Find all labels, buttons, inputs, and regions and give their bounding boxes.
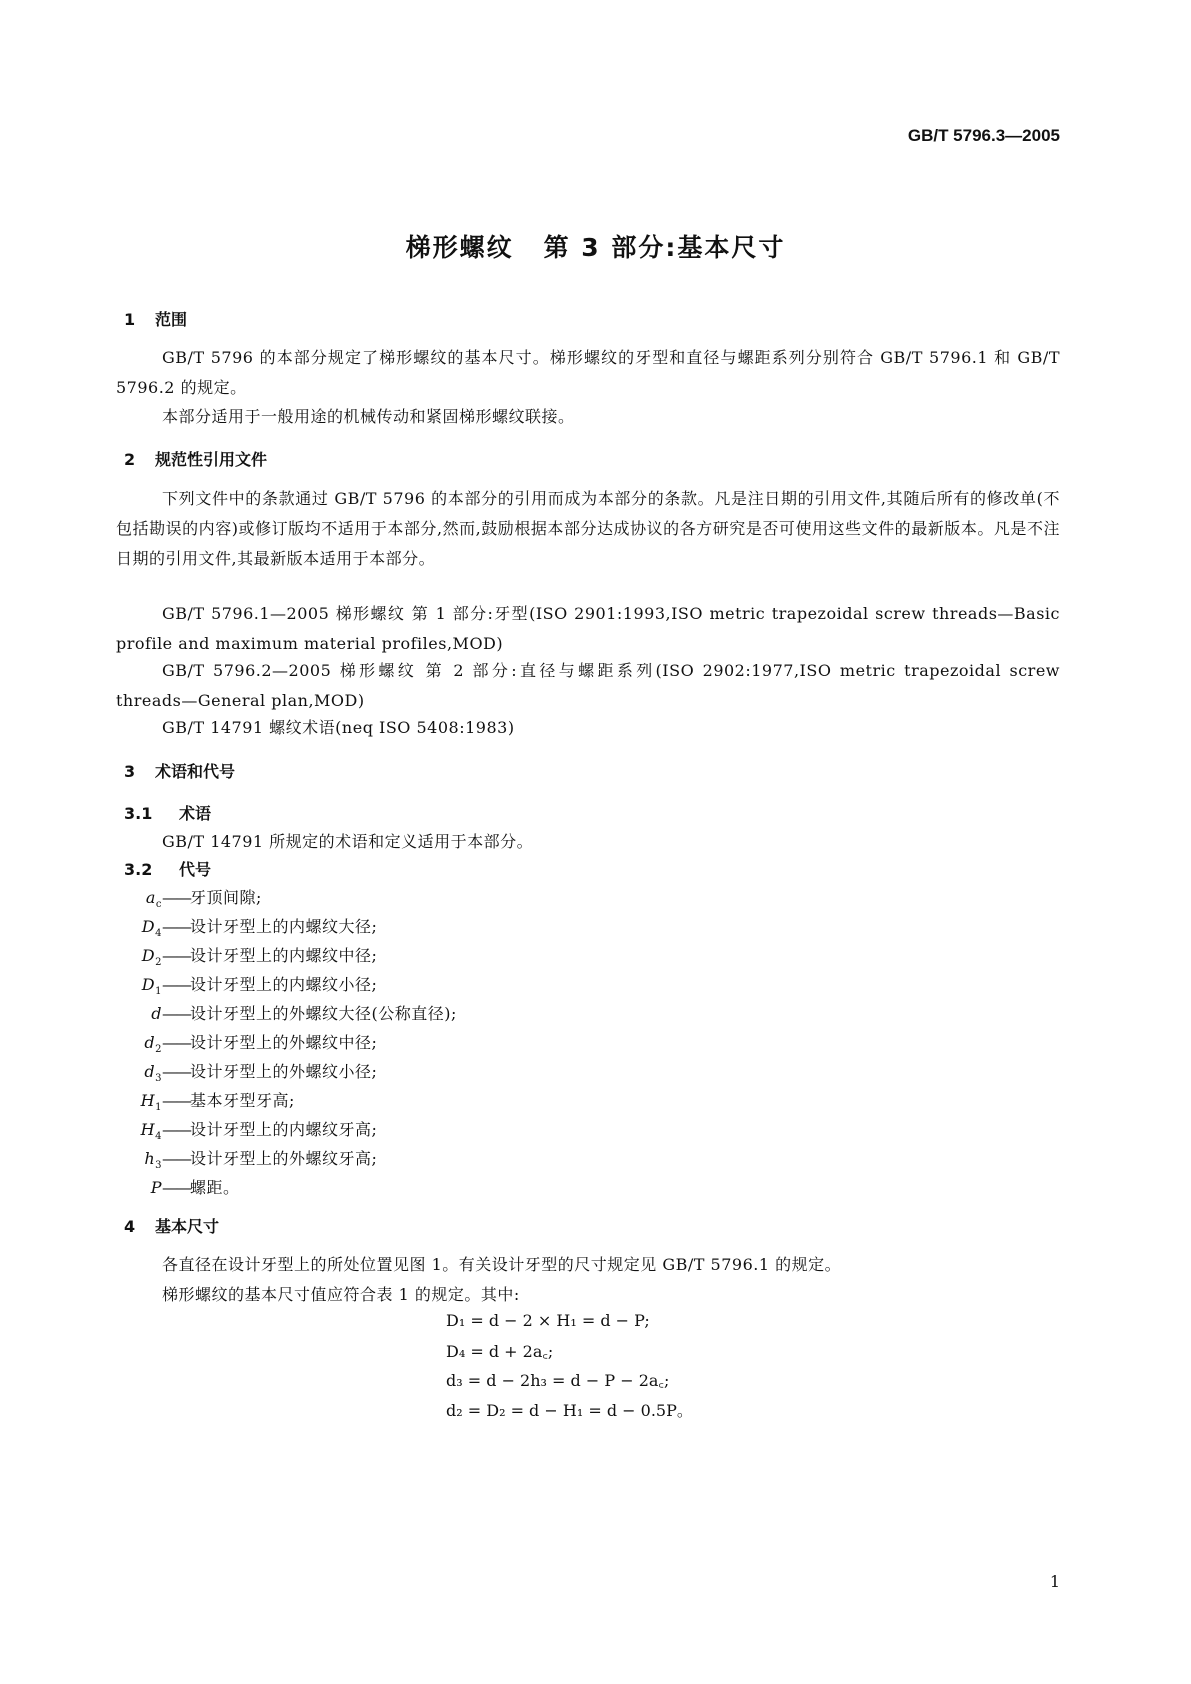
- dash: ——: [162, 1091, 190, 1110]
- symbol-item: [96, 1146, 377, 1171]
- section-4-heading: [124, 1214, 219, 1237]
- section-4-paragraph-2: 梯形螺纹的基本尺寸值应符合表 1 的规定。其中:: [162, 1285, 520, 1304]
- section-title: 术语和代号: [155, 762, 236, 781]
- reference-1: GB/T 5796.1—2005 梯形螺纹 第 1 部分:牙型(ISO 2901:1993,ISO metric trapezoidal screw threads—Basic profile and maximum material profiles,MOD): [116, 604, 1060, 653]
- symbol: $d_2$: [144, 1033, 162, 1056]
- symbol-description: 设计牙型上的内螺纹牙高;: [190, 1120, 378, 1139]
- symbol-item: [96, 972, 377, 997]
- dash: ——: [162, 946, 190, 965]
- symbol-item: [96, 1001, 457, 1026]
- section-1-heading: [124, 307, 187, 330]
- section-2-heading: [124, 447, 267, 470]
- title-part2: 第 3 部分:基本尺寸: [543, 233, 786, 262]
- symbol: $a_c$: [145, 888, 162, 911]
- section-title: 基本尺寸: [155, 1217, 220, 1236]
- symbol-item: [96, 943, 377, 968]
- symbol-item: [96, 914, 377, 939]
- symbol: $D_4$: [141, 917, 162, 940]
- page-number: 1: [1049, 1572, 1060, 1591]
- symbol-description: 基本牙型牙高;: [190, 1091, 295, 1110]
- section-number: 3: [124, 762, 136, 781]
- section-number: 2: [124, 450, 136, 469]
- symbol-item: [96, 1059, 377, 1084]
- symbol-item: [96, 1175, 240, 1200]
- section-title: 术语: [179, 804, 212, 823]
- reference-3: GB/T 14791 螺纹术语(neq ISO 5408:1983): [162, 718, 515, 737]
- symbol-description: 螺距。: [190, 1178, 240, 1197]
- symbol-description: 牙顶间隙;: [190, 888, 262, 907]
- symbol-description: 设计牙型上的外螺纹牙高;: [190, 1149, 378, 1168]
- section-title: 规范性引用文件: [155, 450, 268, 469]
- symbol: $D_1$: [141, 975, 162, 998]
- symbol-item: [96, 1030, 377, 1055]
- symbol: $D_2$: [141, 946, 162, 969]
- section-3-1-text: GB/T 14791 所规定的术语和定义适用于本部分。: [162, 832, 534, 851]
- symbol: $H_4$: [140, 1120, 162, 1143]
- section-title: 范围: [155, 310, 188, 329]
- symbol-item: [96, 1088, 295, 1113]
- formula-3: d₃ = d − 2h₃ = d − P − 2a꜀;: [446, 1371, 670, 1390]
- section-1-paragraph-2: 本部分适用于一般用途的机械传动和紧固梯形螺纹联接。: [162, 407, 575, 426]
- section-1-paragraph-1: GB/T 5796 的本部分规定了梯形螺纹的基本尺寸。梯形螺纹的牙型和直径与螺距系列分别符合 GB/T 5796.1 和 GB/T 5796.2 的规定。: [116, 348, 1060, 397]
- section-3-2-heading: [124, 857, 211, 880]
- symbol-description: 设计牙型上的外螺纹小径;: [190, 1062, 378, 1081]
- symbol: P: [150, 1178, 162, 1197]
- symbol: $H_1$: [140, 1091, 162, 1114]
- symbol-description: 设计牙型上的外螺纹中径;: [190, 1033, 378, 1052]
- section-number: 3.2: [124, 860, 153, 879]
- section-number: 1: [124, 310, 136, 329]
- section-number: 3.1: [124, 804, 153, 823]
- symbol: $h_3$: [144, 1149, 162, 1172]
- formula-1: D₁ = d − 2 × H₁ = d − P;: [446, 1311, 650, 1330]
- document-title: [0, 228, 1191, 264]
- dash: ——: [162, 1033, 190, 1052]
- symbol-description: 设计牙型上的内螺纹中径;: [190, 946, 378, 965]
- formula-4: d₂ = D₂ = d − H₁ = d − 0.5P。: [446, 1401, 693, 1420]
- symbol-description: 设计牙型上的内螺纹小径;: [190, 975, 378, 994]
- title-part1: 梯形螺纹: [405, 233, 514, 262]
- reference-2: GB/T 5796.2—2005 梯形螺纹 第 2 部分:直径与螺距系列(ISO 2902:1977,ISO metric trapezoidal screw threads—General plan,MOD): [116, 661, 1060, 710]
- dash: ——: [162, 1004, 190, 1023]
- section-title: 代号: [179, 860, 212, 879]
- section-3-heading: [124, 759, 235, 782]
- dash: ——: [162, 917, 190, 936]
- symbol-description: 设计牙型上的外螺纹大径(公称直径);: [190, 1004, 457, 1023]
- formula-2: D₄ = d + 2a꜀;: [446, 1342, 554, 1361]
- dash: ——: [162, 888, 190, 907]
- symbol-item: [96, 1117, 377, 1142]
- dash: ——: [162, 1062, 190, 1081]
- section-3-1-heading: [124, 801, 211, 824]
- symbol-description: 设计牙型上的内螺纹大径;: [190, 917, 378, 936]
- section-4-paragraph-1: 各直径在设计牙型上的所处位置见图 1。有关设计牙型的尺寸规定见 GB/T 5796.1 的规定。: [162, 1255, 842, 1274]
- symbol: d: [151, 1004, 162, 1023]
- section-2-paragraph-1: 下列文件中的条款通过 GB/T 5796 的本部分的引用而成为本部分的条款。凡是注日期的引用文件,其随后所有的修改单(不包括勘误的内容)或修订版均不适用于本部分,然而,鼓励根据本部分达成协议的各方研究是否可使用这些文件的最新版本。凡是不注日期的引用文件,其最新版本适用于本部分。: [116, 489, 1060, 568]
- dash: ——: [162, 1178, 190, 1197]
- dash: ——: [162, 1149, 190, 1168]
- standard-code: GB/T 5796.3—2005: [907, 126, 1060, 145]
- symbol-item: [96, 885, 262, 910]
- dash: ——: [162, 975, 190, 994]
- dash: ——: [162, 1120, 190, 1139]
- section-number: 4: [124, 1217, 136, 1236]
- symbol: $d_3$: [144, 1062, 162, 1085]
